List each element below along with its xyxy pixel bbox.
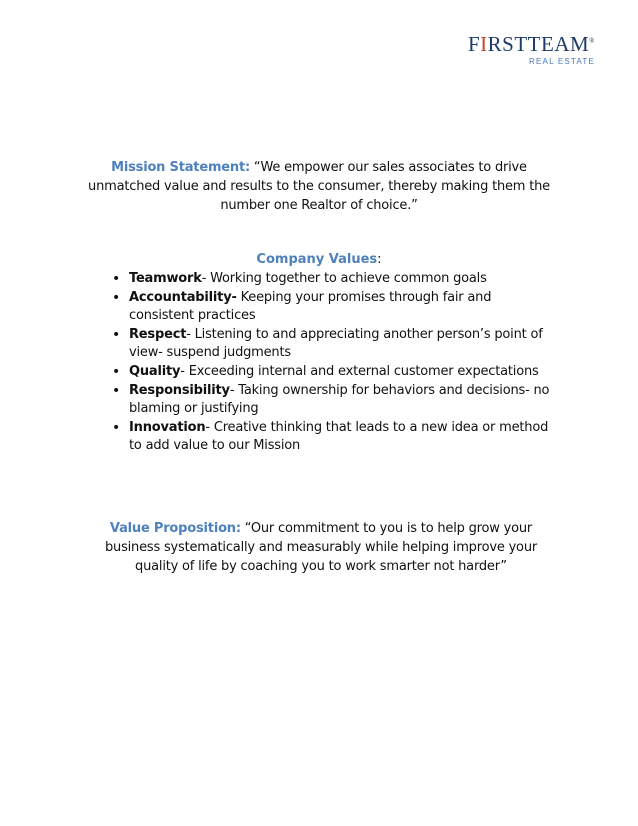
value-text: Keeping your promises through fair and consistent practices bbox=[129, 290, 492, 323]
mission-text: “We empower our sales associates to drive unmatched value and results to the consumer, thereby making them the number one Realtor of choice.” bbox=[88, 160, 550, 213]
value-term: Teamwork bbox=[129, 271, 202, 286]
bullet-icon: • bbox=[112, 383, 121, 399]
logo-wordmark bbox=[468, 30, 595, 55]
value-text: - Exceeding internal and external customer expectations bbox=[180, 364, 539, 379]
value-term: Innovation bbox=[129, 420, 206, 435]
value-item-responsibility bbox=[112, 382, 552, 418]
value-item-quality bbox=[112, 363, 552, 381]
mission-label: Mission Statement: bbox=[111, 160, 250, 175]
logo-letter-f: F bbox=[467, 32, 481, 56]
value-proposition bbox=[88, 519, 554, 576]
logo-letter-i: I bbox=[480, 32, 488, 56]
value-text: - Taking ownership for behaviors and decisions- no blaming or justifying bbox=[129, 383, 550, 416]
logo-letters: RSTTEAM bbox=[487, 32, 590, 56]
value-term: Quality bbox=[129, 364, 181, 379]
company-values-heading bbox=[0, 250, 638, 269]
mission-statement bbox=[88, 158, 550, 215]
logo-registered-mark: ® bbox=[589, 37, 595, 45]
logo-subtitle: REAL ESTATE bbox=[529, 57, 595, 66]
value-text: - Listening to and appreciating another person’s point of view- suspend judgments bbox=[129, 327, 543, 360]
company-values-list bbox=[112, 270, 552, 456]
value-term: Responsibility bbox=[129, 383, 230, 398]
bullet-icon: • bbox=[112, 364, 121, 380]
company-values-colon: : bbox=[377, 252, 382, 267]
firstteam-logo bbox=[468, 30, 595, 66]
bullet-icon: • bbox=[112, 327, 121, 343]
value-term: Accountability- bbox=[129, 290, 237, 305]
value-item-accountability bbox=[112, 289, 552, 325]
value-item-respect bbox=[112, 326, 552, 362]
company-values-title: Company Values bbox=[256, 252, 378, 267]
bullet-icon: • bbox=[112, 271, 121, 287]
value-text: - Working together to achieve common goals bbox=[201, 271, 487, 286]
bullet-icon: • bbox=[112, 290, 121, 306]
value-item-teamwork bbox=[112, 270, 552, 288]
bullet-icon: • bbox=[112, 420, 121, 436]
value-text: - Creative thinking that leads to a new idea or method to add value to our Mission bbox=[129, 420, 549, 453]
value-proposition-text: “Our commitment to you is to help grow your business systematically and measurably while helping improve your quality of life by coaching you to work smarter not harder” bbox=[104, 521, 537, 574]
value-term: Respect bbox=[129, 327, 187, 342]
value-proposition-label: Value Proposition: bbox=[109, 521, 241, 536]
value-item-innovation bbox=[112, 419, 552, 455]
